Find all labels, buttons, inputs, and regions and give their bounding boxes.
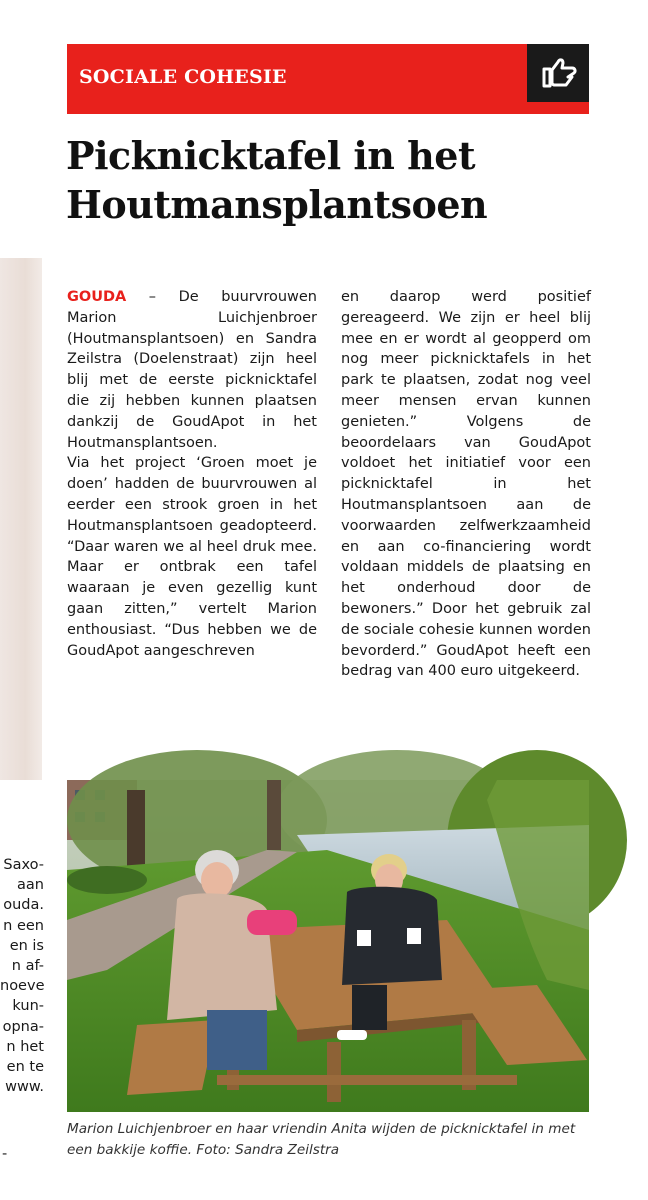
article-paragraph: en daarop werd positief gereageerd. We zijn er heel blij mee en er wordt al geopperd om nog meer picknicktafels in het park te plaatsen, zodat nog veel meer mensen ervan kunnen genieten.” Volgens de beoordelaars van GoudApot voldoet het initiatief voor een picknicktafel in het Houtmansplantsoen aan de voorwaarden zelfwerkzaamheid en aan co-financiering wordt voldaan middels de plaatsing en het onderhoud door de bewoners.” Door het gebruik zal de sociale cohesie kunnen worden bevorderd.” GoudApot heeft een bedrag van 400 euro uitgekeerd.	[341, 289, 591, 680]
fragment-line: www.	[5, 1079, 44, 1096]
paragraph-text: – De buurvrouwen Marion Luichjenbroer (Houtmansplantsoen) en Sandra Zeilstra (Doelenstraat) zijn heel blij met de eerste picknicktafel die zij hebben kunnen plaatsen dankzij de GoudApot in het Houtmansplantsoen.	[67, 289, 317, 451]
fragment-line: Saxo-	[3, 857, 44, 873]
fragment-line: opna-	[2, 1018, 44, 1035]
article-column-1	[67, 287, 317, 661]
dateline: GOUDA	[67, 289, 127, 305]
article-photo	[67, 780, 589, 1112]
article-paragraph	[67, 287, 317, 453]
section-label: SOCIALE COHESIE	[79, 66, 287, 88]
article-paragraph: Via het project ‘Groen moet je doen’ hadden de buurvrouwen al eerder een strook groen in het Houtmansplantsoen geadopteerd. “Daar waren we al heel druk mee. Maar er ontbrak een tafel waaraan je even gezellig kunt gaan zitten,” vertelt Marion enthousiast. “Dus hebben we de GoudApot aangeschreven	[67, 455, 317, 659]
section-banner	[67, 44, 589, 114]
fragment-line: n een	[3, 917, 44, 934]
thumbs-up-arrow-icon	[527, 44, 589, 102]
fragment-line: ouda.	[3, 897, 44, 914]
article-headline	[66, 131, 606, 229]
fragment-line: -	[2, 1146, 8, 1162]
adjacent-photo-edge	[0, 258, 42, 780]
fragment-line: n af-	[11, 957, 44, 974]
headline-line: Houtmansplantsoen	[66, 182, 488, 227]
fragment-line: n het	[6, 1038, 44, 1055]
fragment-line: aan	[17, 877, 44, 894]
headline-line: Picknicktafel in het	[66, 133, 476, 178]
photo-caption: Marion Luichjenbroer en haar vriendin Anita wijden de picknicktafel in met een bakkije koffie. Foto: Sandra Zeilstra	[67, 1121, 576, 1158]
adjacent-article-fragment	[0, 855, 45, 1162]
fragment-line: en te	[6, 1058, 44, 1075]
article-column-2	[341, 287, 591, 682]
fragment-line: noeve	[0, 978, 45, 995]
fragment-line: en is	[9, 937, 44, 954]
fragment-line: kun-	[12, 998, 44, 1015]
